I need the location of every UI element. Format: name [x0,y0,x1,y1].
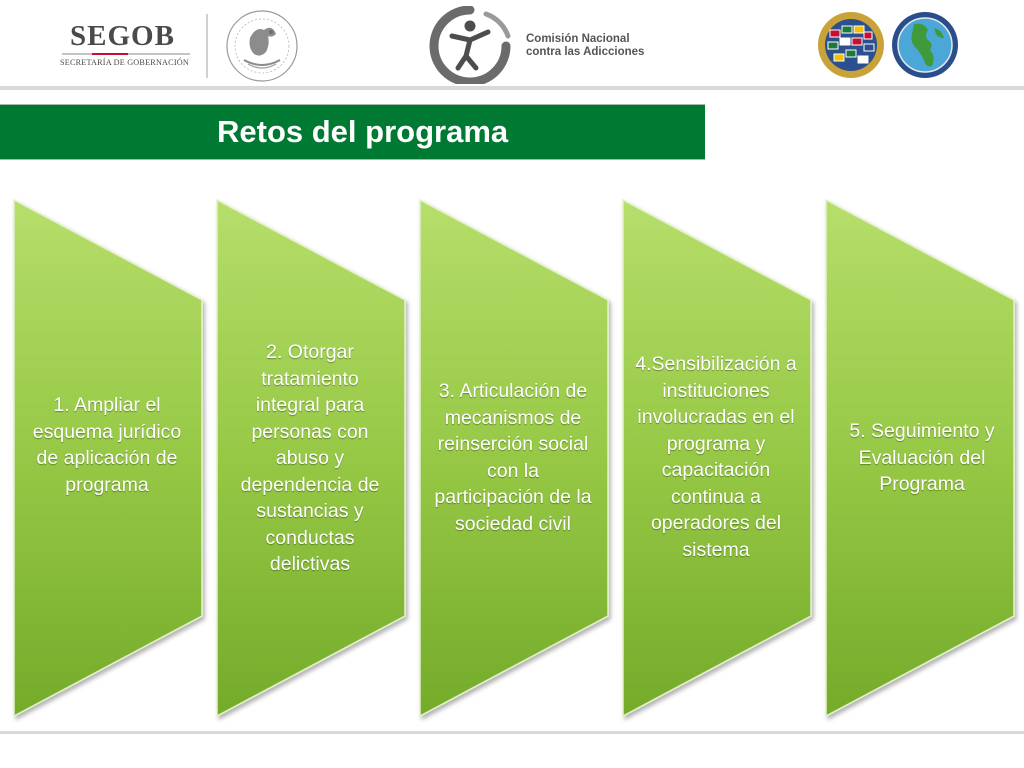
segob-divider-accent [92,53,128,55]
step-2-label: 2. Otorgar tratamiento integral para personas con abuso y dependencia de sustancias y conductas delictivas [240,341,380,575]
step-4-label: 4.Sensibilización a instituciones involucradas en el programa y capacitación continua a operadores del sistema [635,353,797,561]
segob-logo [52,18,197,78]
step-5-label: 5. Seguimiento y Evaluación del Programa [849,420,995,495]
conadic-person-icon [424,6,516,84]
footer-rule [0,731,1024,734]
conadic-name [526,33,644,59]
segob-title: SEGOB [70,20,175,52]
step-3-label: 3. Articulación de mecanismos de reinserción social con la participación de la sociedad civil [434,380,592,535]
oea-emblem-icon [816,10,886,80]
conadic-line-2: contra las Adicciones [526,46,645,58]
title-banner [0,104,705,160]
segob-subtitle: SECRETARÍA DE GOBERNACIÓN [60,58,189,67]
step-1-label: 1. Ampliar el esquema jurídico de aplicación de programa [32,394,182,496]
header-rule [0,86,1024,90]
header [0,0,1024,88]
header-separator [206,14,208,78]
mexican-seal-icon [222,8,302,84]
process-chevrons [0,196,1024,724]
conadic-line-1: Comisión Nacional [526,33,630,45]
page-title: Retos del programa [217,114,509,149]
cicad-globe-icon [890,10,960,80]
